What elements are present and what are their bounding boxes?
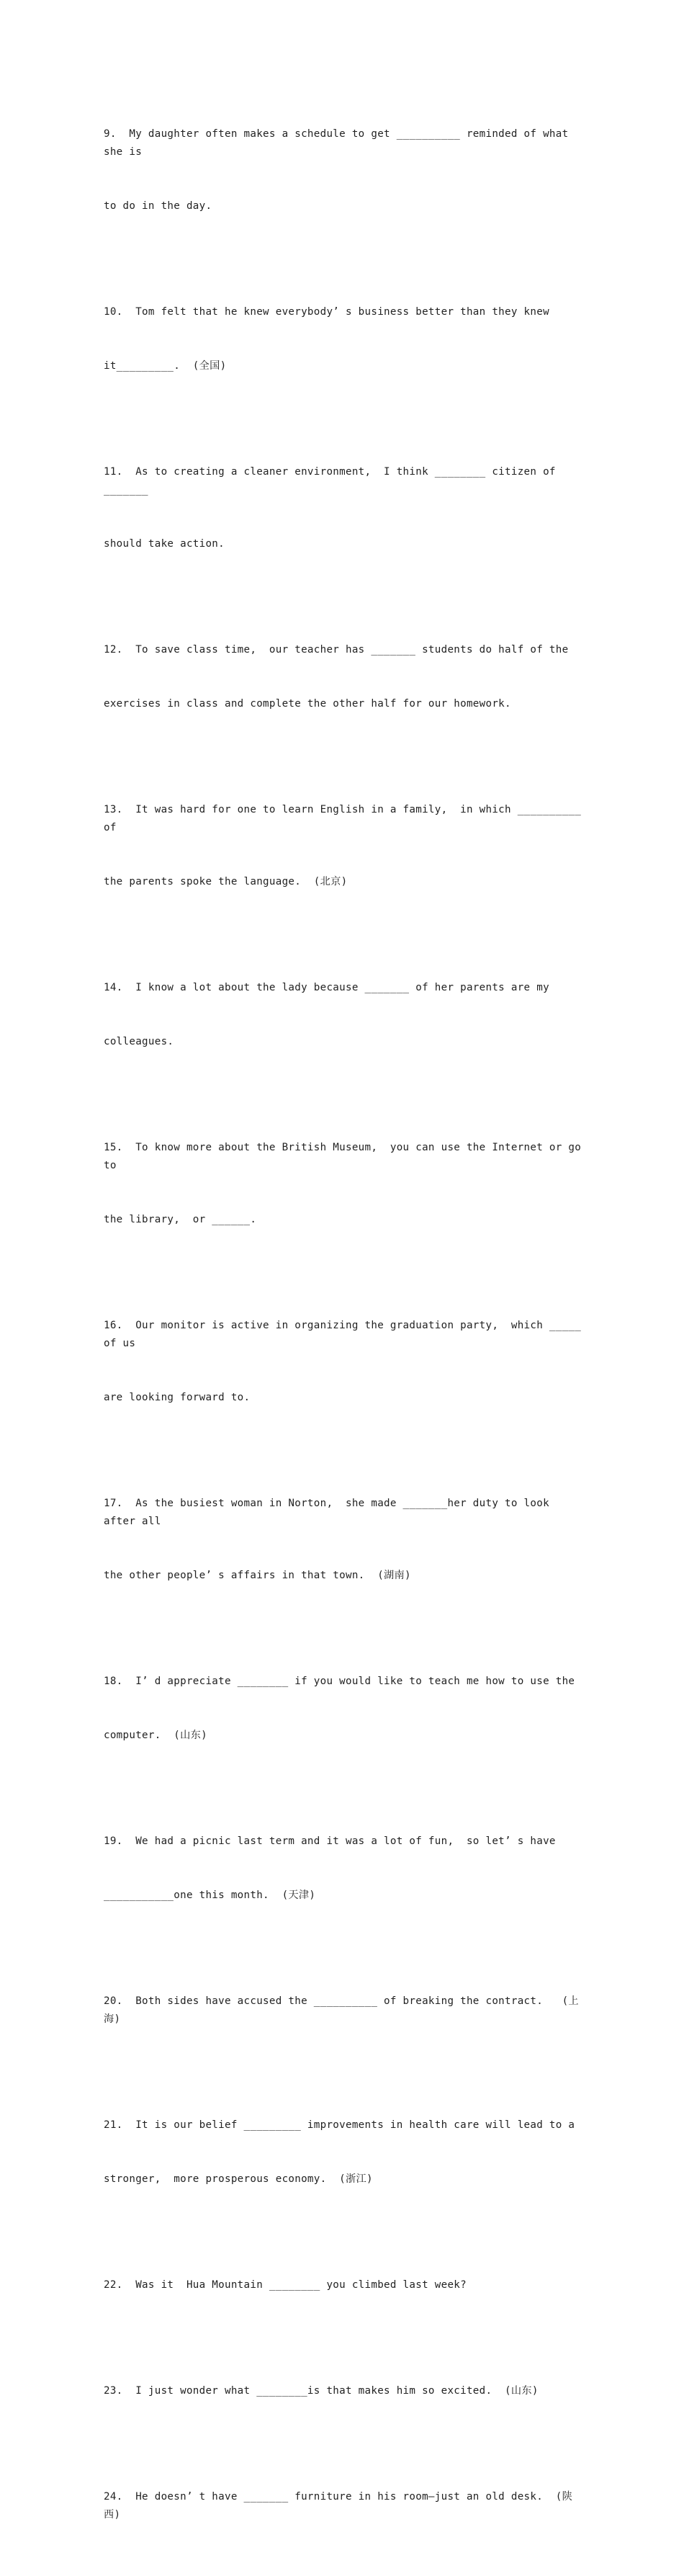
question-text-line: 9. My daughter often makes a schedule to get __________ reminded of what she is xyxy=(104,128,575,158)
question-18 xyxy=(104,1637,583,1781)
question-17 xyxy=(104,1459,583,1621)
question-24 xyxy=(104,2452,583,2560)
question-13 xyxy=(104,765,588,927)
question-text-line: 11. As to creating a cleaner environment, I think ________ citizen of _______ xyxy=(104,466,562,496)
question-text-line: 16. Our monitor is active in organizing the graduation party, which _____ of us xyxy=(104,1320,588,1349)
question-text-line: 14. I know a lot about the lady because _______ of her parents are my xyxy=(104,982,549,993)
question-text-line: 15. To know more about the British Museum, you can use the Internet or go to xyxy=(104,1142,588,1171)
question-text-line: computer. (山东) xyxy=(104,1730,207,1741)
question-10 xyxy=(104,267,583,411)
question-11 xyxy=(104,427,583,589)
question-22 xyxy=(104,2240,583,2330)
question-text-line: the library, or ______. xyxy=(104,1214,257,1225)
question-text-line: it_________. (全国) xyxy=(104,360,227,372)
question-21 xyxy=(104,2080,583,2224)
question-text-line: colleagues. xyxy=(104,1036,174,1047)
question-20 xyxy=(104,1956,583,2065)
question-text-line: should take action. xyxy=(104,538,225,550)
question-text-line: 17. As the busiest woman in Norton, she made _______her duty to look after all xyxy=(104,1498,556,1527)
question-14 xyxy=(104,943,583,1087)
question-9 xyxy=(104,89,583,251)
question-text-line: 20. Both sides have accused the __________ of breaking the contract. (上海) xyxy=(104,1995,579,2025)
question-text-line: are looking forward to. xyxy=(104,1392,251,1403)
question-12 xyxy=(104,605,583,749)
question-text-line: 12. To save class time, our teacher has _______ students do half of the xyxy=(104,644,569,656)
question-text-line: 18. I’ d appreciate ________ if you would like to teach me how to use the xyxy=(104,1676,575,1687)
question-text-line: 13. It was hard for one to learn English in a family, in which __________ of xyxy=(104,804,588,833)
question-text-line: to do in the day. xyxy=(104,200,212,212)
question-text-line: the other people’ s affairs in that town. (湖南) xyxy=(104,1570,411,1581)
question-text-line: 10. Tom felt that he knew everybody’ s business better than they knew xyxy=(104,306,549,318)
question-text-line: 19. We had a picnic last term and it was a lot of fun, so let’ s have xyxy=(104,1835,556,1847)
question-23 xyxy=(104,2346,583,2436)
question-text-line: stronger, more prosperous economy. (浙江) xyxy=(104,2173,373,2185)
question-text-line: 23. I just wonder what ________is that makes him so excited. (山东) xyxy=(104,2385,539,2397)
question-text-line: the parents spoke the language. (北京) xyxy=(104,876,348,887)
question-15 xyxy=(104,1103,588,1265)
question-19 xyxy=(104,1797,583,1941)
question-text-line: exercises in class and complete the other half for our homework. xyxy=(104,698,511,710)
question-text-line: 22. Was it Hua Mountain ________ you climbed last week? xyxy=(104,2279,467,2291)
document-page xyxy=(104,89,588,2576)
question-16 xyxy=(104,1281,588,1443)
question-text-line: 24. He doesn’ t have _______ furniture in his room—just an old desk. (陕西) xyxy=(104,2491,573,2521)
question-text-line: ___________one this month. (天津) xyxy=(104,1889,316,1901)
question-text-line: 21. It is our belief _________ improvements in health care will lead to a xyxy=(104,2119,575,2131)
